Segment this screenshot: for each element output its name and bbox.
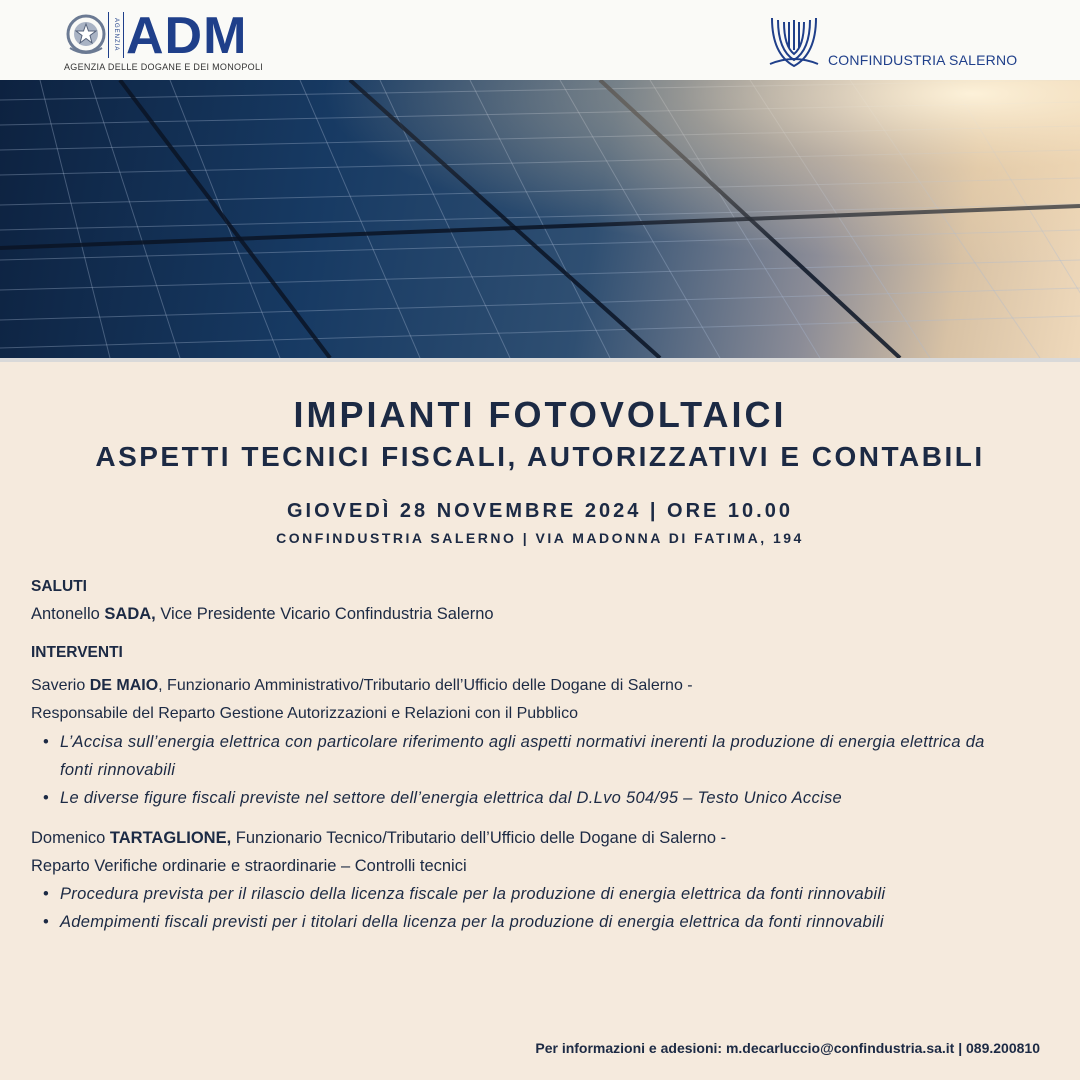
event-venue: CONFINDUSTRIA SALERNO | VIA MADONNA DI FATIMA, 194 xyxy=(276,530,804,546)
speaker-last-name: SADA, xyxy=(104,605,156,623)
speaker-first-name: Saverio xyxy=(31,677,86,694)
topic-item: • Le diverse figure fiscali previste nel settore dell’energia elettrica dal D.Lvo 504/95 – Testo Unico Accise xyxy=(60,784,1041,812)
speaker-last-name: DE MAIO xyxy=(89,677,159,694)
speaker-role: Funzionario Tecnico/Tributario dell’Ufficio delle Dogane di Salerno - xyxy=(235,829,727,847)
speaker-block xyxy=(31,824,1041,936)
event-subtitle: ASPETTI TECNICI FISCALI, AUTORIZZATIVI E CONTABILI xyxy=(95,441,985,472)
solar-panel-grid-illustration xyxy=(0,80,1080,358)
topic-list xyxy=(31,880,1041,936)
confindustria-mark-icon xyxy=(766,14,822,68)
adm-logo xyxy=(64,7,274,74)
speaker-role-continued: Responsabile del Reparto Gestione Autorizzazioni e Relazioni con il Pubblico xyxy=(31,705,578,722)
italian-republic-emblem-icon xyxy=(64,12,108,58)
topic-item: • Adempimenti fiscali previsti per i titolari della licenza per la produzione di energia elettrica da fonti rinnovabili xyxy=(60,908,1041,936)
speaker-first-name: Domenico xyxy=(31,829,106,847)
topic-list xyxy=(31,728,1041,812)
speaker-role-continued: Reparto Verifiche ordinarie e straordinarie – Controlli tecnici xyxy=(31,857,467,875)
topic-item: • L’Accisa sull’energia elettrica con particolare riferimento agli aspetti normativi inerenti la produzione di energia elettrica da fonti rinnovabili xyxy=(60,728,1041,784)
topic-item: • Procedura prevista per il rilascio della licenza fiscale per la produzione di energia elettrica da fonti rinnovabili xyxy=(60,880,1041,908)
confindustria-name: CONFINDUSTRIA SALERNO xyxy=(828,52,1018,68)
speaker-role: Vice Presidente Vicario Confindustria Salerno xyxy=(160,605,494,623)
adm-logo-text: ADM xyxy=(126,7,248,65)
saluti-heading: SALUTI xyxy=(31,578,87,595)
event-date: GIOVEDÌ 28 NOVEMBRE 2024 | ORE 10.00 xyxy=(287,500,793,522)
speaker-role: , Funzionario Amministrativo/Tributario dell’Ufficio delle Dogane di Salerno - xyxy=(158,677,693,694)
program-content xyxy=(31,574,1041,936)
confindustria-logo xyxy=(766,14,1036,70)
hero-divider xyxy=(0,358,1080,362)
event-heading xyxy=(0,392,1080,548)
contact-footer: Per informazioni e adesioni: m.decarluccio@confindustria.sa.it | 089.200810 xyxy=(535,1040,1040,1056)
adm-subtitle: AGENZIA DELLE DOGANE E DEI MONOPOLI xyxy=(64,62,264,72)
speaker-first-name: Antonello xyxy=(31,605,100,623)
event-title: IMPIANTI FOTOVOLTAICI xyxy=(293,394,787,435)
interventi-heading: INTERVENTI xyxy=(31,644,123,661)
header-bar xyxy=(0,0,1080,80)
solar-panels-photo xyxy=(0,80,1080,358)
speaker-last-name: TARTAGLIONE, xyxy=(109,829,232,847)
speaker-block xyxy=(31,672,1041,812)
adm-vertical-label: AGENZIA xyxy=(108,12,124,58)
saluti-speaker xyxy=(31,600,1041,628)
